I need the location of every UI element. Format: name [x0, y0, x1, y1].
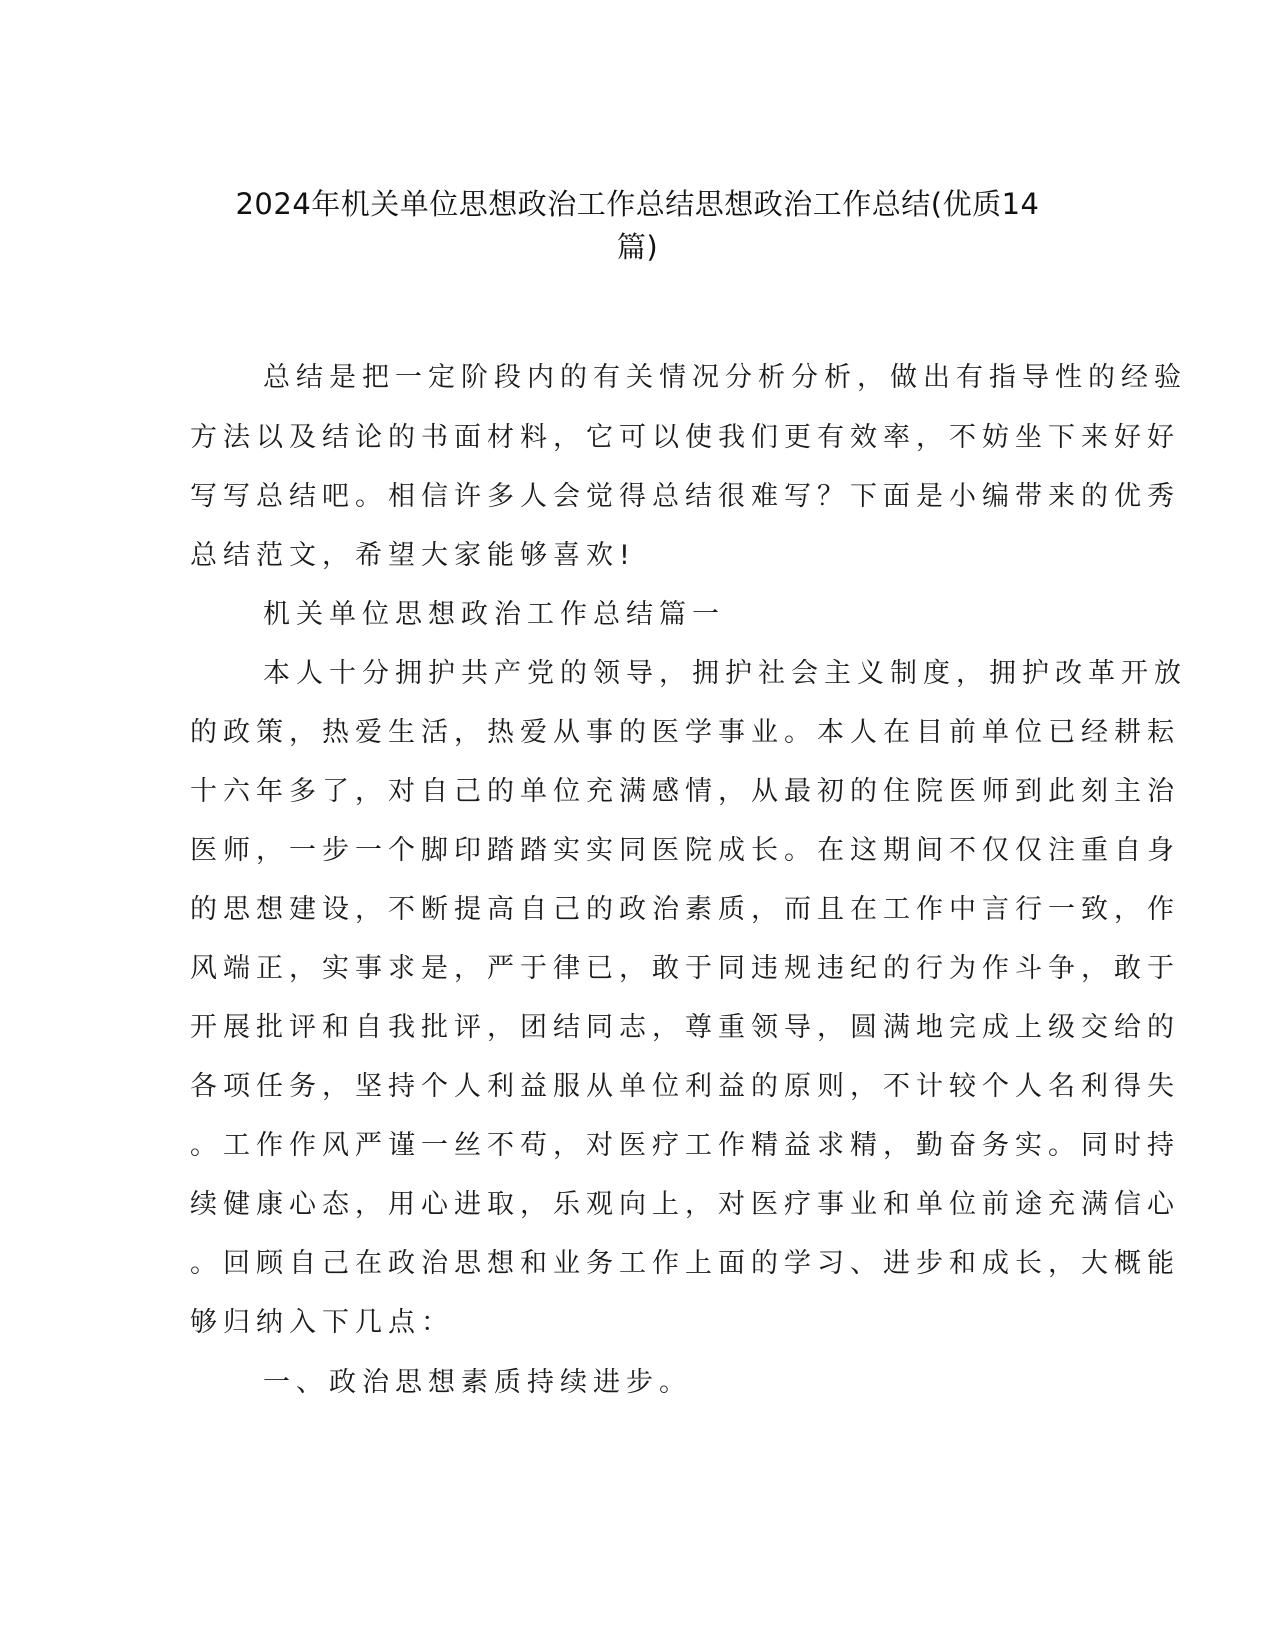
title-line-2: 篇) — [616, 230, 659, 264]
intro-paragraph-line: 总结是把一定阶段内的有关情况分析分析，做出有指导性的经验 — [263, 362, 1187, 393]
intro-paragraph-line: 方法以及结论的书面材料，它可以使我们更有效率，不妨坐下来好好 — [190, 422, 1180, 453]
body-paragraph-line: 。回顾自己在政治思想和业务工作上面的学习、进步和成长，大概能 — [190, 1248, 1180, 1279]
section-heading: 机关单位思想政治工作总结篇一 — [263, 599, 725, 630]
document-title — [150, 183, 1125, 269]
body-paragraph-line: 。工作作风严谨一丝不苟，对医疗工作精益求精，勤奋务实。同时持 — [190, 1130, 1180, 1161]
body-paragraph-line: 够归纳入下几点： — [190, 1307, 454, 1338]
subsection-heading: 一、政治思想素质持续进步。 — [263, 1367, 692, 1398]
body-paragraph-line: 开展批评和自我批评，团结同志，尊重领导，圆满地完成上级交给的 — [190, 1012, 1180, 1043]
intro-paragraph-line: 总结范文，希望大家能够喜欢! — [190, 540, 636, 571]
body-paragraph-line: 十六年多了，对自己的单位充满感情，从最初的住院医师到此刻主治 — [190, 776, 1180, 807]
body-paragraph-line: 的思想建设，不断提高自己的政治素质，而且在工作中言行一致，作 — [190, 894, 1180, 925]
body-paragraph-line: 本人十分拥护共产党的领导，拥护社会主义制度，拥护改革开放 — [263, 658, 1187, 689]
title-line-1: 2024年机关单位思想政治工作总结思想政治工作总结(优质14 — [235, 187, 1040, 221]
body-paragraph-line: 的政策，热爱生活，热爱从事的医学事业。本人在目前单位已经耕耘 — [190, 717, 1180, 748]
body-paragraph-line: 续健康心态，用心进取，乐观向上，对医疗事业和单位前途充满信心 — [190, 1189, 1180, 1220]
intro-paragraph-line: 写写总结吧。相信许多人会觉得总结很难写？下面是小编带来的优秀 — [190, 481, 1180, 512]
body-paragraph-line: 风端正，实事求是，严于律已，敢于同违规违纪的行为作斗争，敢于 — [190, 953, 1180, 984]
body-paragraph-line: 医师，一步一个脚印踏踏实实同医院成长。在这期间不仅仅注重自身 — [190, 835, 1180, 866]
body-paragraph-line: 各项任务，坚持个人利益服从单位利益的原则，不计较个人名利得失 — [190, 1071, 1180, 1102]
